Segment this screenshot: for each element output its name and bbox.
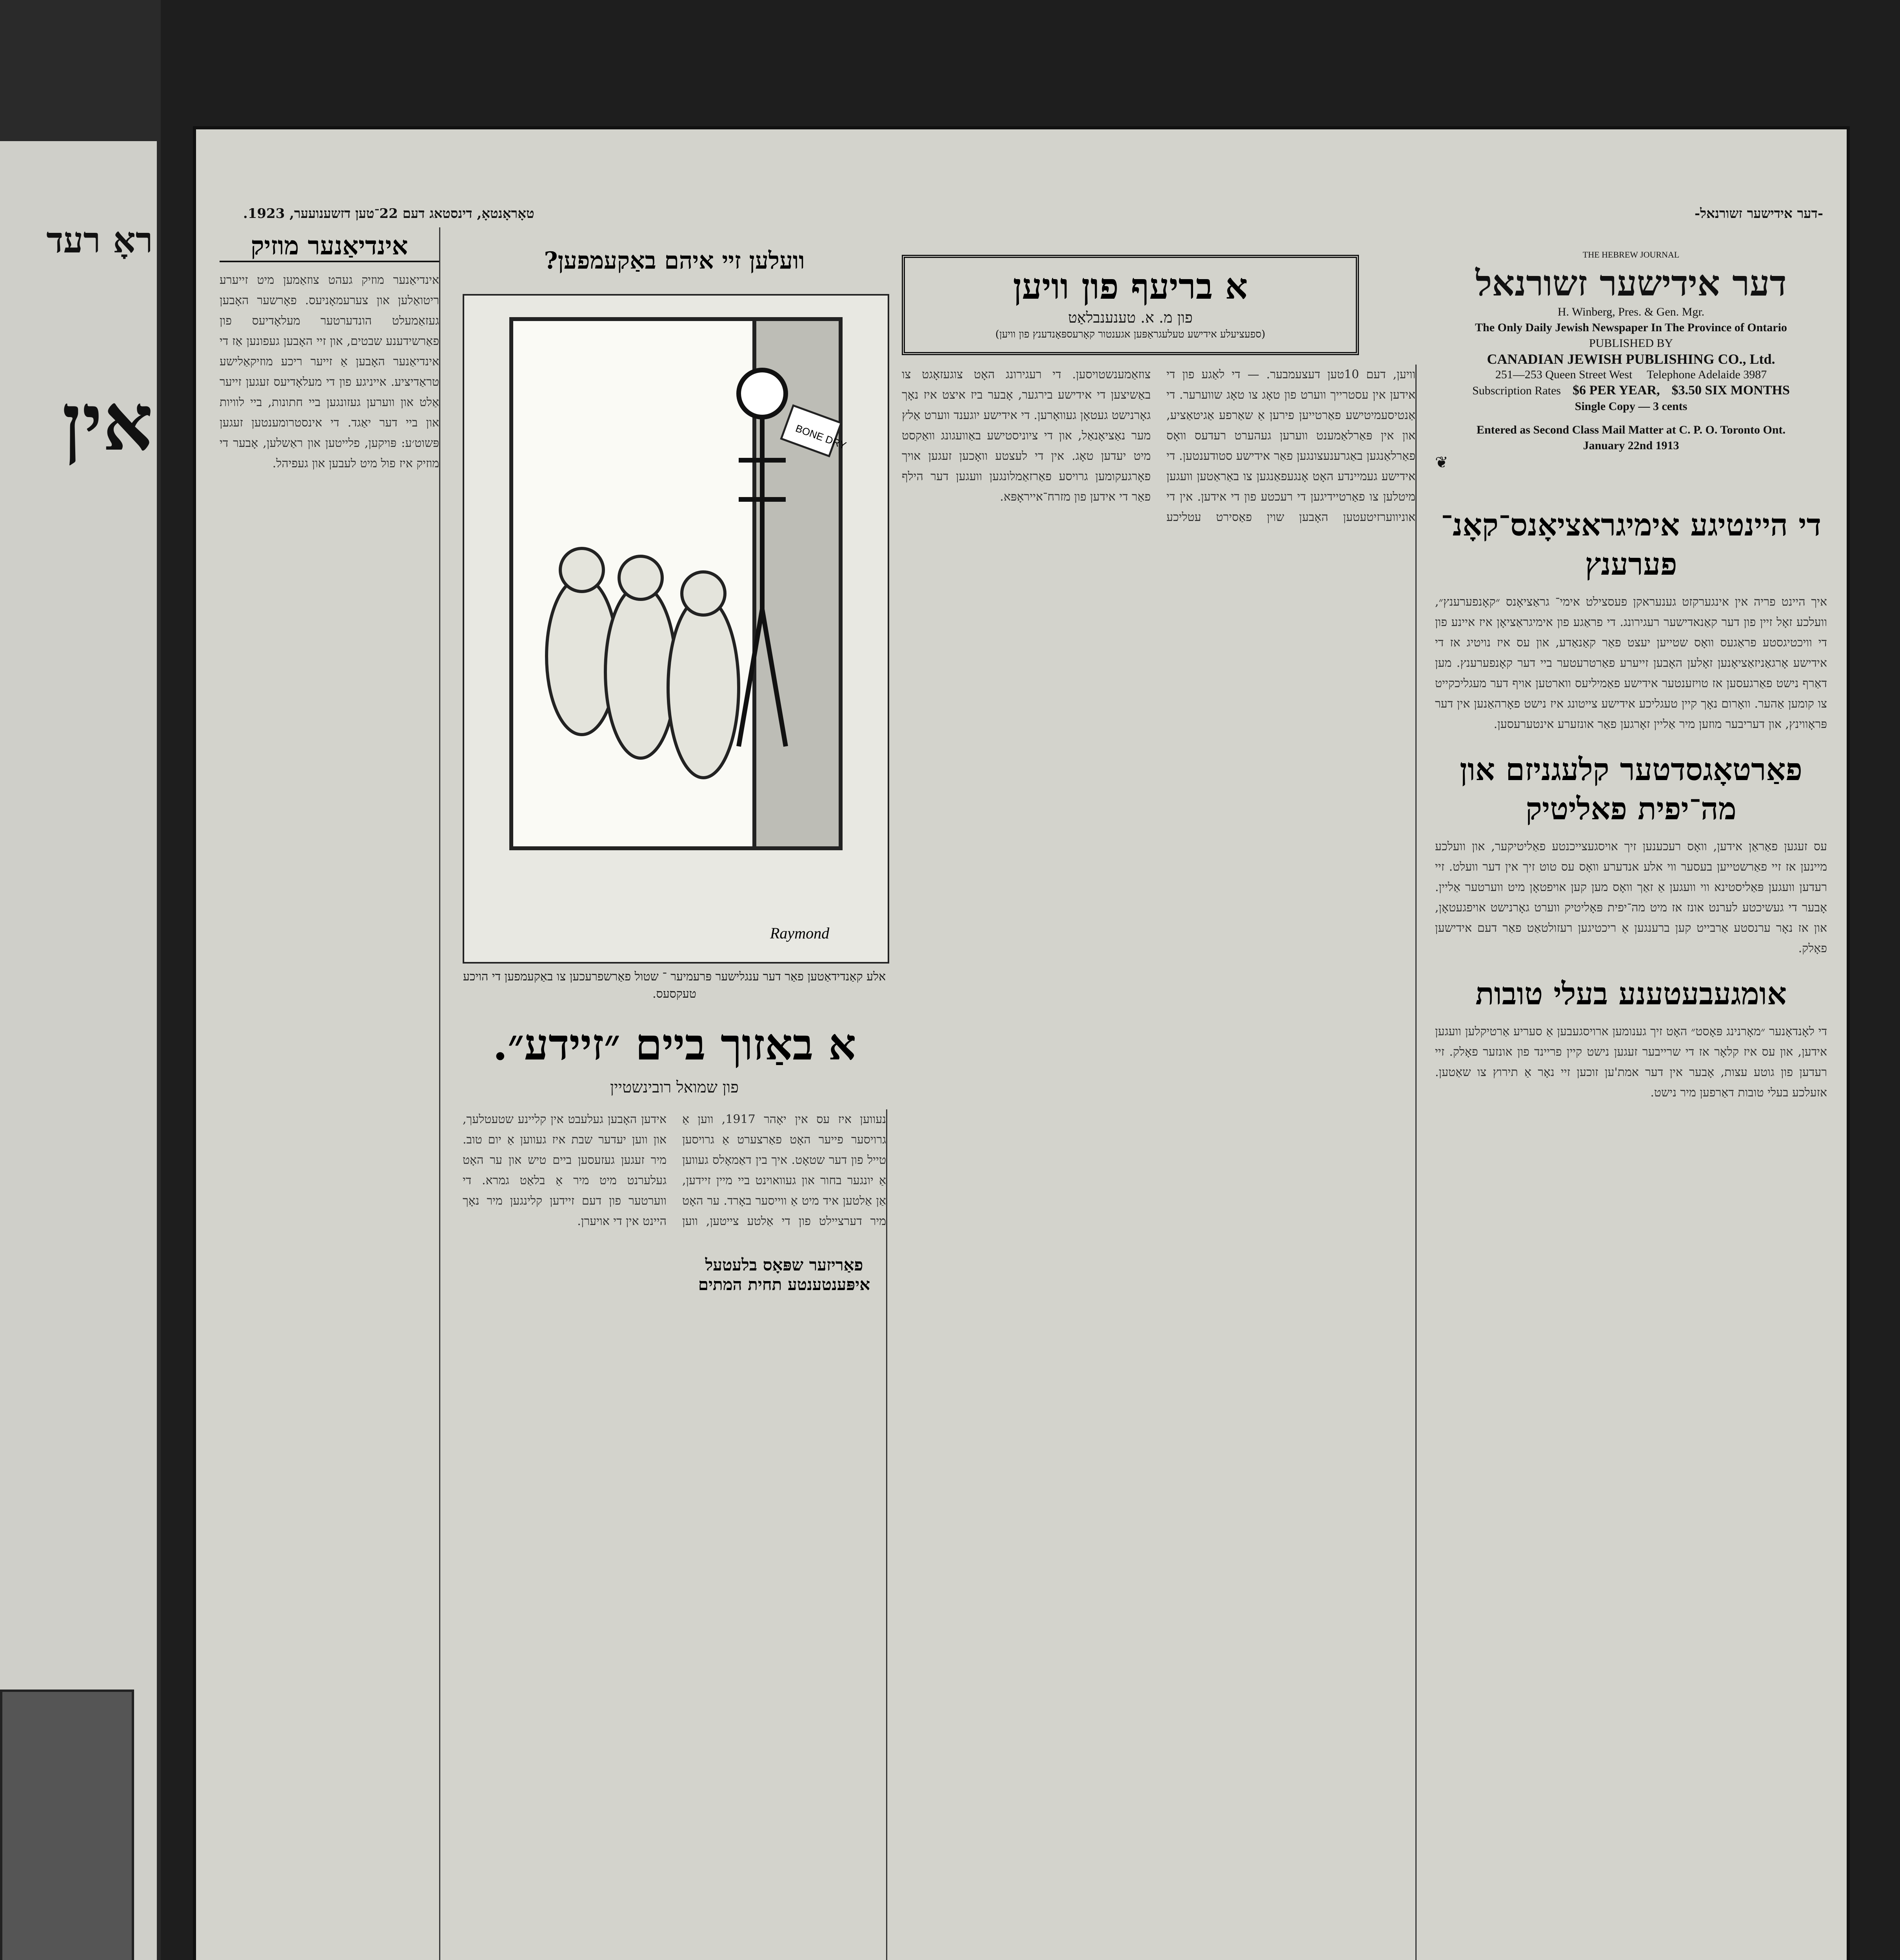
good-deeds-headline: אומגעבעטענע בעלי טובות — [1475, 976, 1787, 1012]
masthead-company: CANADIAN JEWISH PUBLISHING CO., Ltd. — [1487, 351, 1775, 367]
folio-date: טאָראָנטאָ, דינסטאג דעם 22־טען דזשענועער, 1923. — [243, 206, 534, 221]
masthead-six-months: $3.50 SIX MONTHS — [1671, 383, 1790, 397]
music-headline: אינדיאַנער מוזיק — [220, 231, 439, 262]
masthead-per-year: $6 PER YEAR, — [1572, 383, 1660, 397]
bath-body: נעווען איז עס אין יאָהר 1917, ווען אַ גרויסער פייער האָט פאַרצערט אַ גרויסען טייל פון דער שטאָט. איך בין דאַמאָלס געווען אַ יונגער בחור און געוואוינט ביי מיין זיידען, אַן אַלטען איד מיט אַ ווייסער באָרד. ער האָט מיר דערציילט פון די אַלטע צייטען, ווען אידען האָבען געלעבט אין קליינע שטעטלעך, און ווען יעדער שבת איז געווען אַ יום טוב. מיר זעגען געזעסען ביים טיש און ער האָט געלערנט מיט מיר אַ בלאַט גמרא. די ווערטער פון דעם זיידען קלינגען מיר נאָך היינט אין די אויערן. — [463, 1112, 886, 1228]
letter-headline: א בריעף פון וויען — [1013, 266, 1248, 307]
good-deeds-body: די לאָנדאָנער ״מאָרנינג פּאָסט״ האָט זיך גענומען ארויסגעבען אַ סעריע אַרטיקלען וועגען אידען, און עס איז קלאָר אז די שרייבער זעגען נישט קיין פריינד פון אונזער פאָלק. זיי רעדען פון גוטע עצות, אָבער אין דער אמת'ען זוכען זיי נאָר אַ תירוץ צו שאַטען. אזעלכע בעלי טובות דאַרפען מיר נישט. — [1435, 1025, 1827, 1100]
immigration-body: איך היינט פריה אין אינגערקזט גענעראקן פעסצילט אימי־ גראַציאָנס ״קאָנפערענץ״, וועלכע זאָל זיין פון דער קאַנאדישער רעגירונג. די פראַגע פון אימיגראַציאָן איז איינע פון די וויכטיגסטע פראַגעס וואָס שטייען יעצט פאַר קאַנאַדע, און עס איז נויטיג אז די אידישע אָרגאַניזאַציאָנען זאָלען האָבען זייערע פאַרטרעטער ביי דער קאָנפערענץ. מען דאַרף נישט פאַרגעסען אז טויזענטער אידישע פאַמיליעס ווארטען אויף דער מעגליכקייט צו קומען אַהער. וואָרום נאָך קיין טעגליכע אידישע צייטונג איז נישט פאָרהאַנען אין דער פּראָווינץ, און דעריבער מוזען מיר אַליין זאָרגען פאַר אונזערע אינטערעסען. — [1435, 595, 1827, 731]
immigration-headline: די היינטיגע אימיגראציאָנס־קאָנ־ פערענץ — [1440, 507, 1822, 582]
bath-byline: פון שמואל רובינשטיין — [610, 1078, 739, 1096]
masthead-english-top: THE HEBREW JOURNAL — [1582, 250, 1680, 260]
column-letter — [902, 365, 1417, 1960]
letter-title-box — [902, 255, 1359, 355]
masthead — [1435, 247, 1827, 472]
small-note-headline: פאַריזער שפּאָס בלעטעל איפּענטענטע תחית המתים — [698, 1255, 870, 1294]
letter-byline: פון מ. א. טענענבלאַט — [1068, 309, 1193, 326]
door-sign-text: BONE DRY — [794, 422, 848, 452]
previous-page-fragment — [0, 141, 157, 1960]
masthead-address: 251—253 Queen Street West — [1495, 368, 1633, 381]
masthead-published-by: PUBLISHED BY — [1589, 337, 1673, 350]
masthead-tagline: The Only Daily Jewish Newspaper In The Province of Ontario — [1475, 321, 1787, 334]
letter-subline: (ספעציעלע אידישע טעלעגראַפּען אגענטור קאָרעספּאָנדענץ פון וויען) — [995, 328, 1266, 340]
masthead-entered: Entered as Second Class Mail Matter at C. P. O. Toronto Ont. — [1476, 423, 1786, 436]
masthead-subscription-label: Subscription Rates — [1472, 384, 1561, 397]
column-music — [220, 227, 440, 1960]
masthead-title: דער אידישער זשורנאל — [1475, 263, 1787, 304]
masthead-rates-row — [1435, 383, 1827, 399]
cartoon-drawing — [464, 296, 885, 959]
masthead-ornament: ❦ — [1435, 454, 1448, 472]
masthead-address-row — [1435, 367, 1827, 383]
column-bath — [463, 1109, 887, 1960]
masthead-publisher: H. Winberg, Pres. & Gen. Mgr. — [1557, 305, 1705, 318]
masthead-date: January 22nd 1913 — [1583, 439, 1679, 452]
music-body: אינדיאַנער מוזיק געהט צוזאַמען מיט זייערע ריטואַלען און צערעמאָניעס. פאָרשער האָבען געזאַמעלט הונדערטער מעלאָדיעס פון פאַרשידענע שבטים, און זיי האָבען געפונען אַז די אינדיאַנער האָבען אַ זייער ריכע מוזיקאַלישע טראַדיציע. אייניגע פון די מעלאָדיעס זעגען זייער אַלט און ווערען געזונגען ביי חתונות, ביי לוויות און ביי דער יאַגד. די אינסטרומענטען זעגען פּשוט׳ע: פּויקען, פלייטען און ראַשלען, אָבער די מוזיק איז פול מיט לעבען און געפיהל. — [220, 273, 439, 470]
palestine-headline: פאַרטאָגסדטער קלעגניזם און מה־יפית פאליטיק — [1460, 752, 1802, 827]
palestine-body: עס זעגען פאַראַן אידען, וואָס רעכענען זיך אויסגעצייכנטע פאַליטיקער, און וועלכע מיינען אז זיי פאַרשטייען בעסער ווי אלע אנדערע וואָס עס טוט זיך אין דער וועלט. זיי רעדען וועגען פּאַליסטינא ווי וועגען אַ זאַך וואָס מען קען אויפטאָן מיט ווערטער אַליין. אָבער די געשיכטע לערנט אונז אז מיט מה־יפית פּאָליטיק ווערט גאָרנישט אויפגעטאָן, און אז נאָר ערנסטע אַרבייט קען ברענגען אַ ריכטיגען רעזולטאַט פאַר דעם אידישען פאָלק. — [1435, 840, 1827, 955]
letter-body: וויען, דעם 10טען דעצעמבער. — די לאַגע פון די אידען אין עסטרייך ווערט פון טאָג צו טאָג שווערער. די אַנטיסעמיטישע פאַרטייען פירען אַ שאַרפע אַגיטאַציע, און אין פּאַרלאַמענט ווערען געהערט רעדעס וואָס פאַרלאַנגען באַגרענעצונגען פאַר אידישע סטודענטען. די אידישע געמיינדע האָט אָנגעפאַנגען צו באַראַטען וועגען מיטלען צו פאַרטיידיגען די רעכטע פון די אידען. אין די אוניווערזיטעטען האָבען שוין פאַסירט עטליכע צוזאַמענשטויסען. די רעגירונג האָט צוגעזאָגט צו באַשיצען די אידישע בירגער, אָבער ביז איצט איז נאָך גאָרנישט געטאָן געוואָרען. די אידישע יוגענד ווערט אַלץ מער נאַציאָנאַל, און די ציוניסטישע באַוועגונג וואַקסט מיט יעדען טאָג. אין די לעצטע וואָכען זעגען אויך פאָרגעקומען גרויסע פאַרזאַמלונגען וועגען דער הילף פאַר די אידען פון מזרח־אייראָפּא. — [902, 368, 1415, 524]
masthead-single-copy: Single Copy — 3 cents — [1575, 400, 1687, 413]
column-editorials — [1435, 506, 1827, 1960]
bath-headline: א באַזוך ביים ״זיידע״. — [492, 1019, 856, 1070]
cartoon-caption-title: וועלען זיי איהם באַקעמפען? — [544, 247, 805, 274]
political-cartoon — [463, 294, 889, 964]
folio-paper-name: -דער אידישער זשורנאל- — [1695, 206, 1823, 221]
portrait-photo — [0, 1690, 134, 1960]
masthead-telephone: Telephone Adelaide 3987 — [1647, 368, 1767, 381]
previous-page-header: ראָ רעד — [46, 220, 153, 261]
artist-signature: Raymond — [770, 924, 830, 942]
newspaper-page — [196, 129, 1847, 1960]
previous-page-heading: אין — [62, 376, 153, 468]
cartoon-caption: אלע קאַנדידאַטען פאַר דער ענגלישער פּרעמיער ־ שטול פאַרשפרעכען צו באַקעמפען די הויכע טעקסעס. — [463, 970, 886, 1001]
